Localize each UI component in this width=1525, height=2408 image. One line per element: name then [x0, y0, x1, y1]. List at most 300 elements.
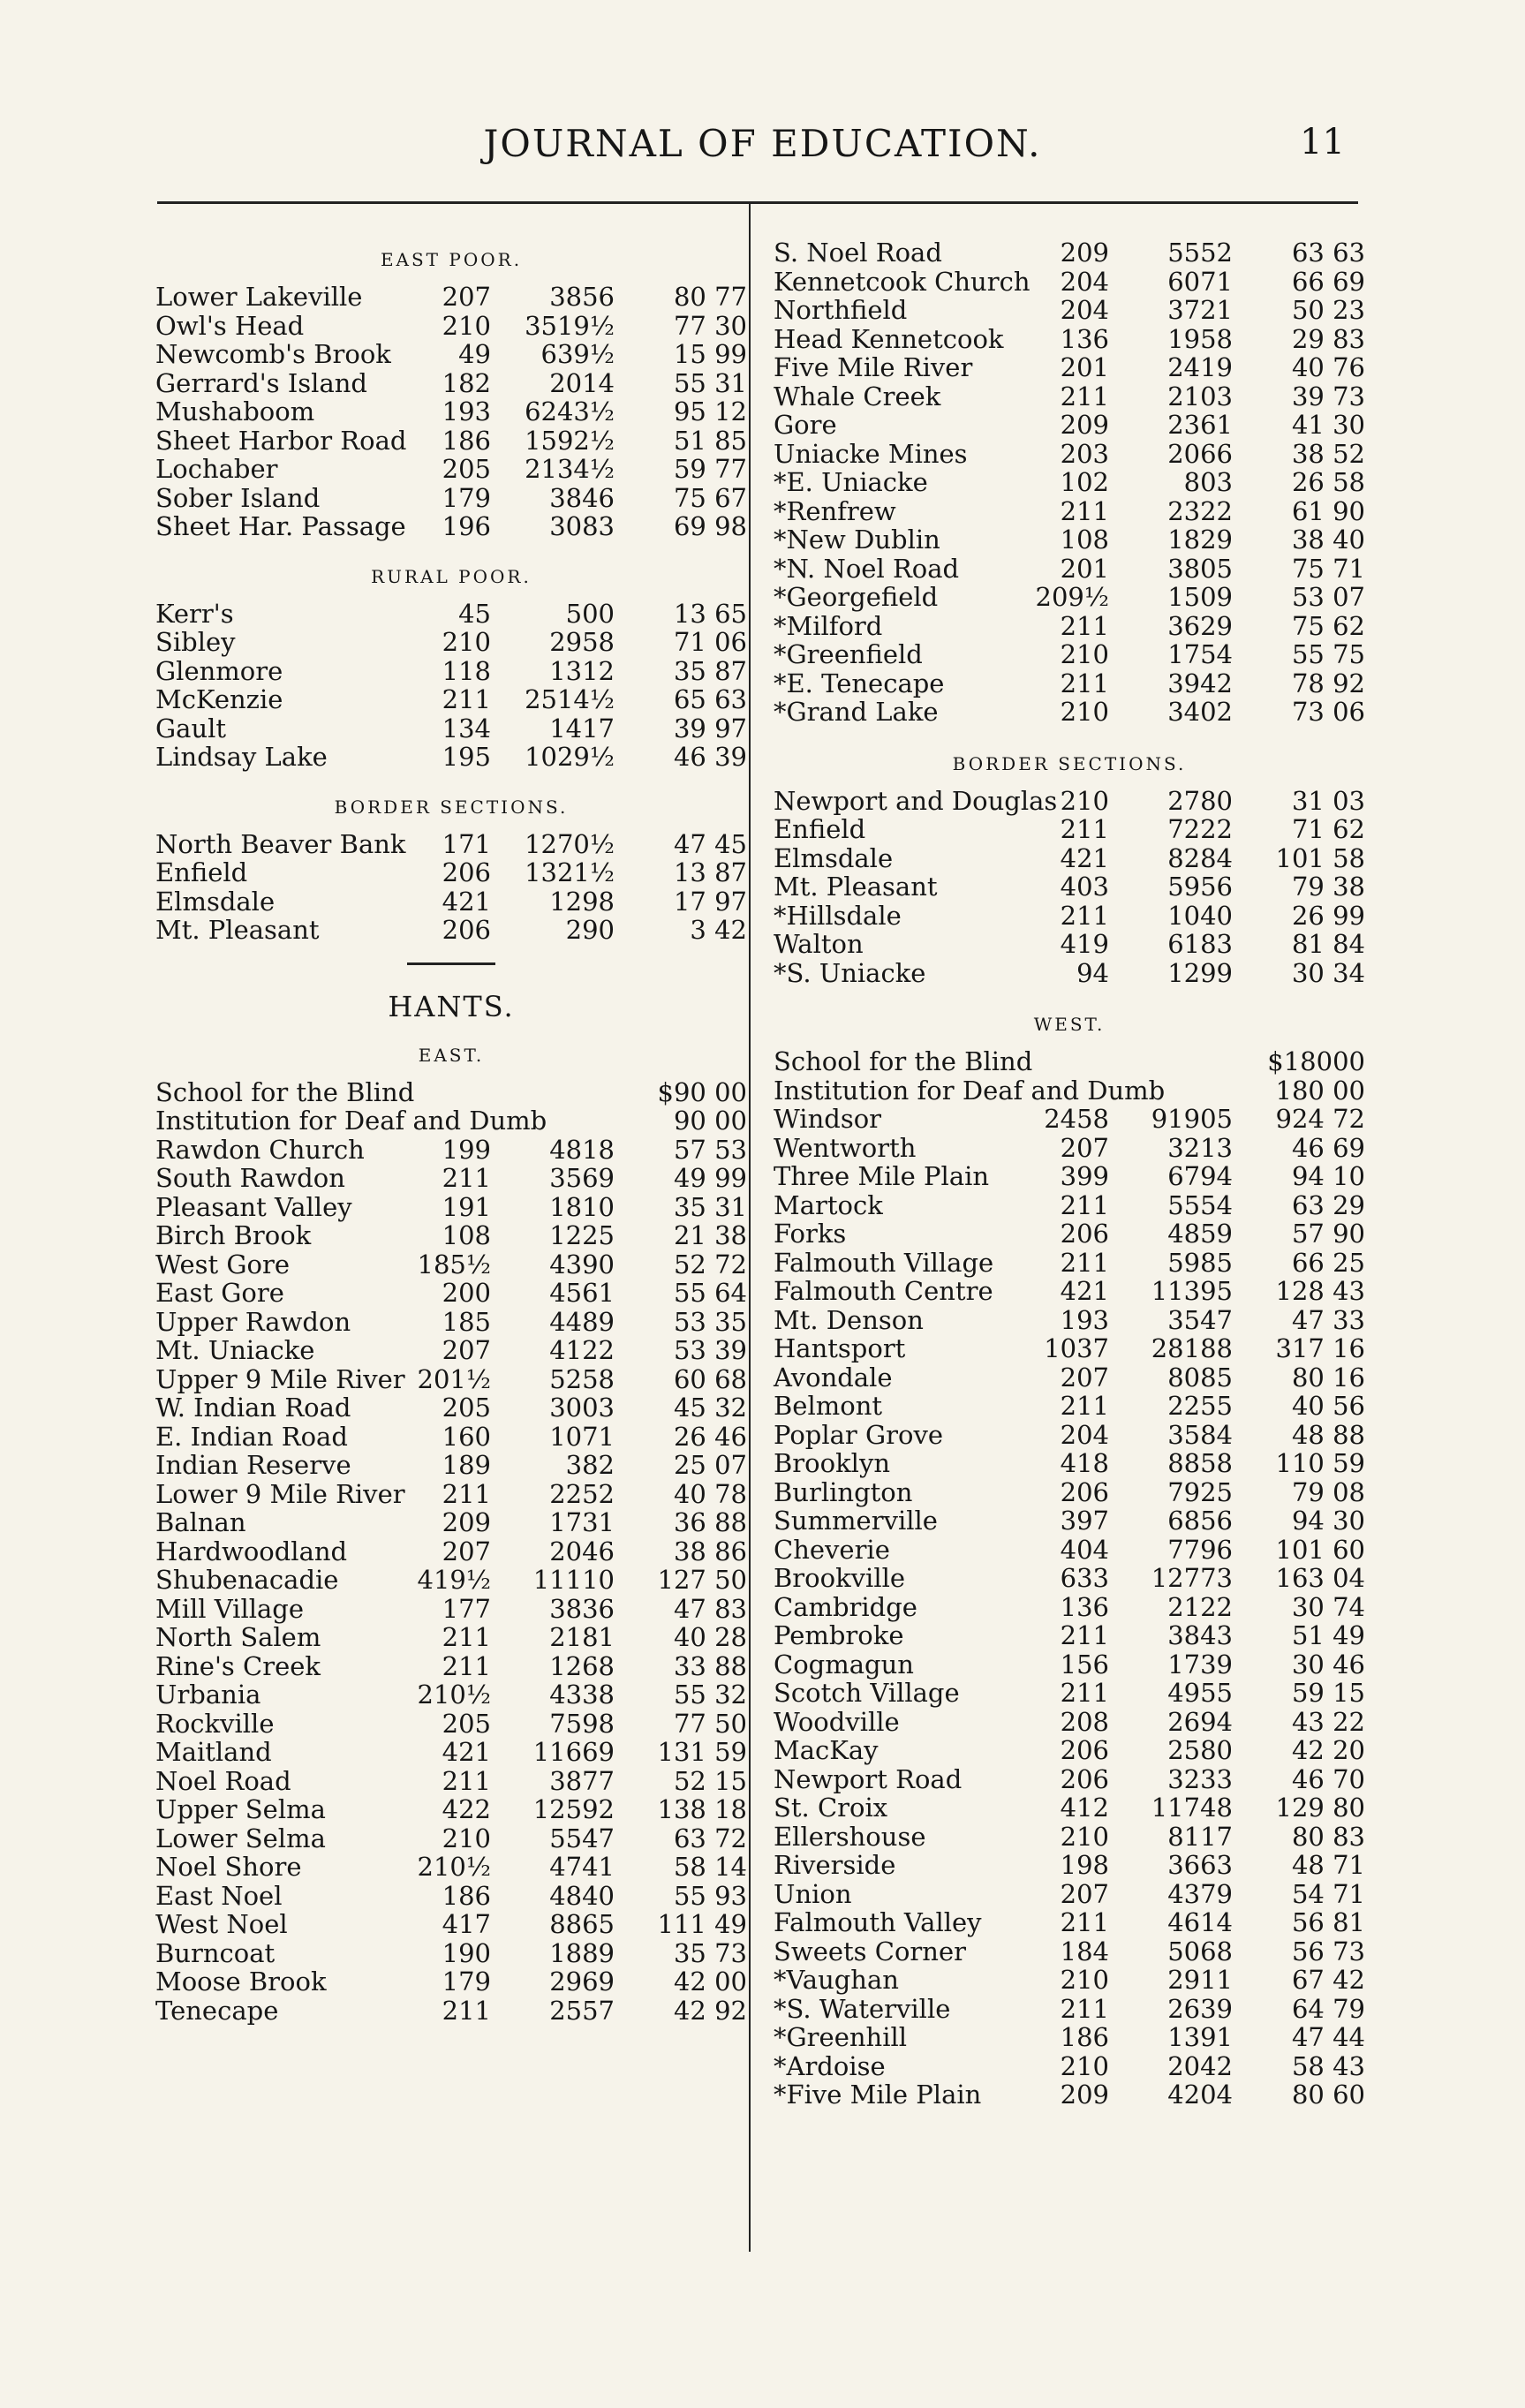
table-row — [774, 1421, 1365, 1450]
table-row — [155, 1767, 747, 1796]
table-row — [155, 743, 747, 772]
days-taught: 193 — [1060, 1304, 1109, 1335]
school-name: Upper Selma — [155, 1794, 326, 1824]
total-attendance: 1739 — [1167, 1649, 1233, 1680]
grant-amount: 52 72 — [673, 1249, 747, 1279]
table-row — [155, 1997, 747, 2026]
days-taught: 210 — [1060, 2050, 1109, 2081]
total-attendance: 1509 — [1167, 582, 1233, 612]
grant-amount: 66 25 — [1291, 1247, 1365, 1278]
school-name: Sweets Corner — [774, 1936, 966, 1966]
days-taught: 195 — [442, 742, 491, 772]
school-name: Kerr's — [155, 598, 234, 629]
table-row — [155, 455, 747, 484]
days-taught: 210 — [442, 1823, 491, 1853]
days-taught: 211 — [442, 1163, 491, 1193]
grant-amount: 55 75 — [1291, 639, 1365, 669]
grant-amount: 40 56 — [1291, 1391, 1365, 1421]
days-taught: 208 — [1060, 1706, 1109, 1737]
school-name: Birch Brook — [155, 1220, 312, 1250]
total-attendance: 2958 — [549, 627, 615, 657]
total-attendance: 6794 — [1167, 1161, 1233, 1191]
table-row — [774, 1536, 1365, 1565]
total-attendance: 7598 — [549, 1708, 615, 1739]
school-name: Brookville — [774, 1563, 906, 1593]
days-taught: 417 — [442, 1909, 491, 1939]
table-row — [155, 1710, 747, 1739]
days-taught: 210 — [1060, 1965, 1109, 1995]
table-row — [155, 1193, 747, 1222]
school-name: South Rawdon — [155, 1163, 345, 1193]
grant-amount: 26 58 — [1291, 467, 1365, 497]
table-row — [155, 1423, 747, 1452]
table-row — [155, 657, 747, 686]
total-attendance: 3402 — [1167, 697, 1233, 727]
total-attendance: 4561 — [549, 1278, 615, 1308]
grant-amount: 50 23 — [1291, 295, 1365, 325]
grant-amount: 57 53 — [673, 1134, 747, 1165]
header-rule — [157, 201, 1358, 204]
total-attendance: 1810 — [549, 1191, 615, 1222]
school-name: *E. Tenecape — [774, 668, 945, 698]
days-taught: 182 — [442, 367, 491, 398]
total-attendance: 3083 — [549, 511, 615, 541]
table-row — [155, 714, 747, 744]
table-row — [774, 1392, 1365, 1421]
grant-amount: 43 22 — [1291, 1706, 1365, 1737]
grant-amount: 73 06 — [1291, 697, 1365, 727]
total-attendance: 3942 — [1167, 668, 1233, 698]
days-taught: 206 — [442, 857, 491, 887]
days-taught: 206 — [1060, 1476, 1109, 1507]
days-taught: 211 — [1060, 1993, 1109, 2024]
school-name: Riverside — [774, 1850, 896, 1880]
school-name: Newport Road — [774, 1763, 963, 1794]
table-row — [774, 1162, 1365, 1191]
total-attendance: 2122 — [1167, 1591, 1233, 1622]
grant-amount: 38 40 — [1291, 525, 1365, 555]
total-attendance: 4379 — [1167, 1878, 1233, 1909]
total-attendance: 3213 — [1167, 1132, 1233, 1163]
grant-amount: 77 50 — [673, 1708, 747, 1739]
days-taught: 136 — [1060, 1591, 1109, 1622]
school-name: *N. Noel Road — [774, 553, 960, 584]
total-attendance: 1391 — [1167, 2022, 1233, 2052]
table-row — [774, 382, 1365, 411]
school-name: Lindsay Lake — [155, 742, 328, 772]
table-row — [155, 1136, 747, 1165]
table-row — [155, 1652, 747, 1681]
days-taught: 205 — [442, 1393, 491, 1423]
days-taught: 206 — [1060, 1763, 1109, 1794]
school-name: Institution for Deaf and Dumb — [155, 1106, 547, 1136]
grant-amount: 65 63 — [673, 684, 747, 714]
days-taught: 211 — [442, 1650, 491, 1681]
school-name: North Beaver Bank — [155, 828, 406, 859]
border-table — [774, 787, 1365, 988]
days-taught: 404 — [1060, 1534, 1109, 1565]
total-attendance: 639½ — [540, 339, 615, 369]
school-name: School for the Blind — [155, 1076, 415, 1107]
school-name: Martock — [774, 1189, 883, 1220]
days-taught: 177 — [442, 1593, 491, 1624]
total-attendance: 12773 — [1151, 1563, 1233, 1593]
total-attendance: 3663 — [1167, 1850, 1233, 1880]
grant-amount: 59 15 — [1291, 1678, 1365, 1708]
days-taught: 210½ — [417, 1852, 491, 1882]
table-row — [774, 468, 1365, 497]
grant-amount: 80 77 — [673, 282, 747, 312]
total-attendance: 2361 — [1167, 410, 1233, 440]
table-row — [155, 283, 747, 312]
school-name: *S. Uniacke — [774, 957, 926, 988]
grant-amount: 13 87 — [673, 857, 747, 887]
school-name: *Greenfield — [774, 639, 923, 669]
days-taught: 210½ — [417, 1680, 491, 1710]
table-row — [774, 1937, 1365, 1966]
days-taught: 418 — [1060, 1448, 1109, 1478]
school-name: Rawdon Church — [155, 1134, 365, 1165]
days-taught: 419½ — [417, 1565, 491, 1595]
table-row — [155, 685, 747, 714]
grant-amount: 26 46 — [673, 1421, 747, 1452]
grant-amount: 80 16 — [1291, 1362, 1365, 1393]
school-name: Lower Lakeville — [155, 282, 363, 312]
days-taught: 185 — [442, 1306, 491, 1337]
school-name: Three Mile Plain — [774, 1161, 990, 1191]
table-row — [774, 1306, 1365, 1335]
school-name: Maitland — [155, 1737, 272, 1767]
school-name: Rockville — [155, 1708, 275, 1739]
table-row — [774, 268, 1365, 297]
table-row — [774, 1708, 1365, 1737]
school-name: Sheet Har. Passage — [155, 511, 406, 541]
days-taught: 210 — [1060, 697, 1109, 727]
total-attendance: 11110 — [532, 1565, 615, 1595]
total-attendance: 1592½ — [525, 425, 615, 456]
days-taught: 210 — [1060, 785, 1109, 816]
table-row — [774, 2023, 1365, 2052]
days-taught: 211 — [1060, 668, 1109, 698]
page-header-title: JOURNAL OF EDUCATION. — [483, 122, 1042, 165]
days-taught: 211 — [442, 1995, 491, 2026]
grant-amount: 52 15 — [673, 1765, 747, 1796]
school-name: East Gore — [155, 1278, 284, 1308]
table-row — [774, 583, 1365, 612]
grant-amount: 33 88 — [673, 1650, 747, 1681]
grant-amount: 30 74 — [1291, 1591, 1365, 1622]
grant-amount: 75 67 — [673, 482, 747, 513]
table-row — [774, 497, 1365, 526]
grant-amount: 35 87 — [673, 655, 747, 686]
days-taught: 206 — [1060, 1219, 1109, 1249]
total-attendance: 2514½ — [525, 684, 615, 714]
table-row — [774, 1478, 1365, 1507]
days-taught: 211 — [442, 1478, 491, 1509]
days-taught: 156 — [1060, 1649, 1109, 1680]
table-row — [774, 787, 1365, 816]
grant-amount: 53 07 — [1291, 582, 1365, 612]
days-taught: 211 — [1060, 1907, 1109, 1937]
grant-amount: 36 88 — [673, 1507, 747, 1537]
total-attendance: 3569 — [549, 1163, 615, 1193]
total-attendance: 4390 — [549, 1249, 615, 1279]
table-row — [774, 698, 1365, 727]
total-attendance: 7222 — [1167, 814, 1233, 844]
total-attendance: 1270½ — [525, 828, 615, 859]
days-taught: 211 — [1060, 1620, 1109, 1650]
days-taught: 204 — [1060, 266, 1109, 297]
school-name: Kennetcook Church — [774, 266, 1031, 297]
table-row — [774, 669, 1365, 698]
border-heading: BORDER SECTIONS. — [952, 752, 1187, 774]
days-taught: 209 — [1060, 410, 1109, 440]
total-attendance: 2181 — [549, 1622, 615, 1652]
days-taught: 397 — [1060, 1506, 1109, 1536]
table-row — [774, 1908, 1365, 1937]
grant-amount: 163 04 — [1275, 1563, 1365, 1593]
grant-amount: 47 45 — [673, 828, 747, 859]
left-sections — [155, 249, 747, 945]
table-row — [155, 1824, 747, 1853]
total-attendance: 290 — [565, 915, 615, 945]
days-taught: 94 — [1076, 957, 1109, 988]
grant-amount: $90 00 — [657, 1076, 747, 1107]
grant-amount: 55 64 — [673, 1278, 747, 1308]
grant-amount: 101 60 — [1275, 1534, 1365, 1565]
section-heading: BORDER SECTIONS. — [334, 796, 569, 818]
days-taught: 209 — [442, 1507, 491, 1537]
school-name: Owl's Head — [155, 310, 305, 341]
school-name: Northfield — [774, 295, 908, 325]
grant-amount: 95 12 — [673, 396, 747, 426]
days-taught: 419 — [1060, 929, 1109, 959]
days-taught: 421 — [1060, 1276, 1109, 1306]
total-attendance: 5956 — [1167, 872, 1233, 902]
days-taught: 211 — [1060, 1189, 1109, 1220]
school-name: Woodville — [774, 1706, 900, 1737]
days-taught: 211 — [442, 1622, 491, 1652]
grant-amount: 78 92 — [1291, 668, 1365, 698]
total-attendance: 2580 — [1167, 1735, 1233, 1765]
total-attendance: 2969 — [549, 1966, 615, 1997]
school-name: Noel Road — [155, 1765, 291, 1796]
school-name: *Milford — [774, 610, 883, 641]
school-name: *New Dublin — [774, 525, 940, 555]
table-row — [155, 1853, 747, 1882]
days-taught: 189 — [442, 1450, 491, 1480]
grant-amount: 15 99 — [673, 339, 747, 369]
days-taught: 171 — [442, 828, 491, 859]
days-taught: 207 — [442, 282, 491, 312]
days-taught: 201½ — [417, 1363, 491, 1394]
days-taught: 184 — [1060, 1936, 1109, 1966]
grant-amount: 41 30 — [1291, 410, 1365, 440]
total-attendance: 803 — [1183, 467, 1233, 497]
school-name: Mushaboom — [155, 396, 315, 426]
grant-amount: 48 88 — [1291, 1419, 1365, 1450]
school-name: Avondale — [774, 1362, 893, 1393]
school-name: Rine's Creek — [155, 1650, 321, 1681]
section-divider — [407, 962, 495, 965]
total-attendance: 4955 — [1167, 1678, 1233, 1708]
grant-amount: 180 00 — [1275, 1075, 1365, 1106]
table-row — [155, 1164, 747, 1193]
grant-amount: 42 20 — [1291, 1735, 1365, 1765]
total-attendance: 5547 — [549, 1823, 615, 1853]
table-row — [155, 512, 747, 541]
school-name: Newport and Douglas — [774, 785, 1058, 816]
total-attendance: 1312 — [549, 655, 615, 686]
table-row — [155, 1680, 747, 1710]
school-name: West Noel — [155, 1909, 288, 1939]
days-taught: 211 — [1060, 1247, 1109, 1278]
grant-amount: 40 76 — [1291, 352, 1365, 382]
school-name: Mt. Denson — [774, 1304, 924, 1335]
table-row — [155, 1882, 747, 1911]
school-name: *Hillsdale — [774, 900, 902, 931]
school-name: Poplar Grove — [774, 1419, 944, 1450]
total-attendance: 6071 — [1167, 266, 1233, 297]
grant-amount: 110 59 — [1275, 1448, 1365, 1478]
total-attendance: 11669 — [532, 1737, 615, 1767]
table-row — [155, 1967, 747, 1997]
school-name: *Ardoise — [774, 2050, 886, 2081]
total-attendance: 3836 — [549, 1593, 615, 1624]
total-attendance: 4338 — [549, 1680, 615, 1710]
table-row — [155, 1106, 747, 1136]
days-taught: 108 — [442, 1220, 491, 1250]
total-attendance: 2911 — [1167, 1965, 1233, 1995]
days-taught: 211 — [1060, 814, 1109, 844]
school-name: E. Indian Road — [155, 1421, 348, 1452]
total-attendance: 500 — [565, 598, 615, 629]
total-attendance: 2103 — [1167, 381, 1233, 411]
total-attendance: 2255 — [1167, 1391, 1233, 1421]
total-attendance: 11748 — [1151, 1793, 1233, 1823]
total-attendance: 2780 — [1167, 785, 1233, 816]
table-row — [774, 353, 1365, 382]
days-taught: 191 — [442, 1191, 491, 1222]
grant-amount: 94 30 — [1291, 1506, 1365, 1536]
total-attendance: 2014 — [549, 367, 615, 398]
grant-amount: 54 71 — [1291, 1878, 1365, 1909]
grant-amount: 63 63 — [1291, 238, 1365, 268]
days-taught: 421 — [442, 886, 491, 917]
school-name: Elmsdale — [155, 886, 276, 917]
total-attendance: 12592 — [532, 1794, 615, 1824]
grant-amount: 17 97 — [673, 886, 747, 917]
table-row — [774, 1621, 1365, 1650]
total-attendance: 3877 — [549, 1765, 615, 1796]
table-row — [155, 1308, 747, 1337]
grant-amount: 55 93 — [673, 1880, 747, 1911]
grant-amount: 30 34 — [1291, 957, 1365, 988]
total-attendance: 8865 — [549, 1909, 615, 1939]
days-taught: 211 — [1060, 381, 1109, 411]
total-attendance: 3856 — [549, 282, 615, 312]
table-row — [774, 1047, 1365, 1076]
days-taught: 207 — [1060, 1132, 1109, 1163]
right-top-table — [774, 238, 1365, 727]
grant-amount: 75 62 — [1291, 610, 1365, 641]
grant-amount: 38 86 — [673, 1536, 747, 1566]
table-row — [774, 1650, 1365, 1680]
grant-amount: 53 39 — [673, 1335, 747, 1365]
table-row — [774, 844, 1365, 873]
total-attendance: 1754 — [1167, 639, 1233, 669]
school-name: Shubenacadie — [155, 1565, 339, 1595]
right-column — [774, 238, 1365, 2110]
table-row — [774, 902, 1365, 931]
days-taught: 211 — [1060, 610, 1109, 641]
days-taught: 201 — [1060, 352, 1109, 382]
days-taught: 190 — [442, 1937, 491, 1968]
school-name: Elmsdale — [774, 842, 894, 873]
grant-amount: 101 58 — [1275, 842, 1365, 873]
school-name: Balnan — [155, 1507, 246, 1537]
grant-amount: 129 80 — [1275, 1793, 1365, 1823]
table-row — [155, 1910, 747, 1939]
days-taught: 207 — [1060, 1362, 1109, 1393]
total-attendance: 5552 — [1167, 238, 1233, 268]
total-attendance: 8284 — [1167, 842, 1233, 873]
total-attendance: 3721 — [1167, 295, 1233, 325]
total-attendance: 11395 — [1151, 1276, 1233, 1306]
days-taught: 210 — [1060, 639, 1109, 669]
school-name: Whale Creek — [774, 381, 941, 411]
days-taught: 206 — [442, 915, 491, 945]
grant-amount: 29 83 — [1291, 323, 1365, 354]
table-row — [155, 1939, 747, 1968]
school-name: Sheet Harbor Road — [155, 425, 407, 456]
school-name: Summerville — [774, 1506, 938, 1536]
days-taught: 205 — [442, 1708, 491, 1739]
table-row — [774, 238, 1365, 268]
total-attendance: 6183 — [1167, 929, 1233, 959]
school-name: Mt. Pleasant — [774, 872, 938, 902]
grant-amount: 3 42 — [690, 915, 747, 945]
grant-amount: 45 32 — [673, 1393, 747, 1423]
school-name: Gore — [774, 410, 837, 440]
school-name: Institution for Deaf and Dumb — [774, 1075, 1166, 1106]
days-taught: 198 — [1060, 1850, 1109, 1880]
total-attendance: 7796 — [1167, 1534, 1233, 1565]
grant-amount: 48 71 — [1291, 1850, 1365, 1880]
section-table — [155, 830, 747, 945]
total-attendance: 8085 — [1167, 1362, 1233, 1393]
days-taught: 102 — [1060, 467, 1109, 497]
table-row — [155, 858, 747, 887]
total-attendance: 1071 — [549, 1421, 615, 1452]
table-row — [774, 440, 1365, 469]
days-taught: 399 — [1060, 1161, 1109, 1191]
table-row — [155, 1336, 747, 1365]
total-attendance: 2042 — [1167, 2050, 1233, 2081]
school-name: School for the Blind — [774, 1046, 1033, 1076]
table-row — [155, 1795, 747, 1824]
school-name: Scotch Village — [774, 1678, 960, 1708]
school-name: Pembroke — [774, 1620, 904, 1650]
total-attendance: 3846 — [549, 482, 615, 513]
grant-amount: 80 60 — [1291, 2080, 1365, 2110]
total-attendance: 2252 — [549, 1478, 615, 1509]
school-name: West Gore — [155, 1249, 291, 1279]
days-taught: 211 — [1060, 495, 1109, 526]
total-attendance: 2694 — [1167, 1706, 1233, 1737]
total-attendance: 3547 — [1167, 1304, 1233, 1335]
school-name: *E. Uniacke — [774, 467, 928, 497]
